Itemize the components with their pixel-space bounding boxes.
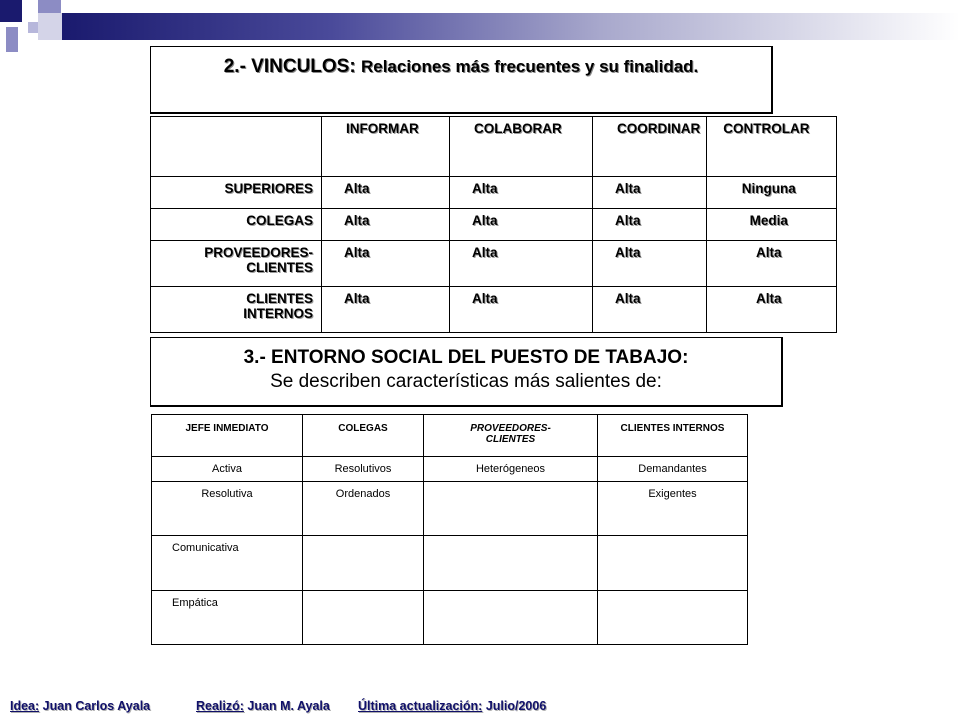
social-col-header-line: CLIENTES [485,434,536,445]
social-cell: Heterógeneos [424,457,598,482]
social-row [152,482,748,536]
section3-title: 3.- ENTORNO SOCIAL DEL PUESTO DE TABAJO: [243,347,689,368]
social-cell [303,536,424,591]
relations-cell: Alta [322,287,450,333]
relations-row [151,209,837,241]
relations-cell: Alta [450,241,593,287]
relations-col-header: INFORMAR [322,117,450,177]
social-row [152,536,748,591]
social-cell: Activa [152,457,303,482]
relations-header-row [151,117,837,177]
social-table [151,414,748,645]
relations-cell: Alta [322,241,450,287]
social-cell [424,591,598,645]
social-cell: Resolutivos [303,457,424,482]
footer-update [358,699,546,713]
relations-col-header: COORDINAR [593,117,707,177]
social-cell: Exigentes [598,482,748,536]
relations-cell: Alta [707,241,837,287]
footer-update-value: Julio/2006 [485,699,547,713]
relations-cell: Media [707,209,837,241]
social-cell: Comunicativa [152,536,303,591]
relations-row [151,177,837,209]
relations-corner-cell [151,117,322,177]
footer-idea [10,699,196,713]
relations-row-label-line: CLIENTES [246,260,313,275]
header-square-lavender-top [38,0,61,14]
social-col-header: JEFE INMEDIATO [152,415,303,457]
relations-row-label: SUPERIORES [151,177,322,209]
section2-title-main: 2.- VINCULOS: [223,56,356,77]
social-cell: Resolutiva [152,482,303,536]
footer-credits [10,699,546,713]
relations-row [151,241,837,287]
social-col-header: CLIENTES INTERNOS [598,415,748,457]
social-col-header [424,415,598,457]
relations-col-header: CONTROLAR [707,117,837,177]
footer-idea-value: Juan Carlos Ayala [42,699,151,713]
section3-subtitle: Se describen características más salientes de: [270,371,662,392]
relations-cell: Alta [593,177,707,209]
header-gradient-bar [62,13,960,40]
header-square-navy [0,0,22,22]
social-cell: Ordenados [303,482,424,536]
social-row [152,591,748,645]
footer-idea-label: Idea: [10,699,40,713]
social-col-header: COLEGAS [303,415,424,457]
relations-cell: Alta [593,287,707,333]
section2-title [151,56,771,78]
header-square-mid [38,13,62,40]
social-cell [598,536,748,591]
relations-cell: Alta [322,177,450,209]
relations-row-label: COLEGAS [151,209,322,241]
social-row [152,457,748,482]
header-square-small [28,22,38,33]
footer-realizo-label: Realizó: [196,699,244,713]
footer-realizo [196,699,358,713]
relations-cell: Alta [450,287,593,333]
social-cell [303,591,424,645]
relations-row-label-line: INTERNOS [243,306,313,321]
relations-col-header: COLABORAR [450,117,593,177]
section3-title-box [150,337,783,407]
relations-row [151,287,837,333]
section2-title-box [150,46,773,114]
social-cell [424,536,598,591]
footer-realizo-value: Juan M. Ayala [247,699,330,713]
social-header-row [152,415,748,457]
social-cell: Empática [152,591,303,645]
header-square-lavender-left [6,27,18,52]
social-cell [598,591,748,645]
section2-title-sub: Relaciones más frecuentes y su finalidad. [360,57,699,76]
relations-row-label [151,287,322,333]
social-cell: Demandantes [598,457,748,482]
footer-update-label: Última actualización: [358,699,483,713]
relations-row-label-line: CLIENTES [246,291,313,306]
relations-cell: Alta [593,209,707,241]
social-col-header-line: PROVEEDORES- [470,423,551,434]
relations-table [150,116,837,333]
social-cell [424,482,598,536]
relations-cell: Ninguna [707,177,837,209]
relations-row-label-line: PROVEEDORES- [204,245,313,260]
relations-cell: Alta [593,241,707,287]
relations-cell: Alta [707,287,837,333]
relations-cell: Alta [450,177,593,209]
relations-row-label [151,241,322,287]
relations-cell: Alta [450,209,593,241]
relations-cell: Alta [322,209,450,241]
